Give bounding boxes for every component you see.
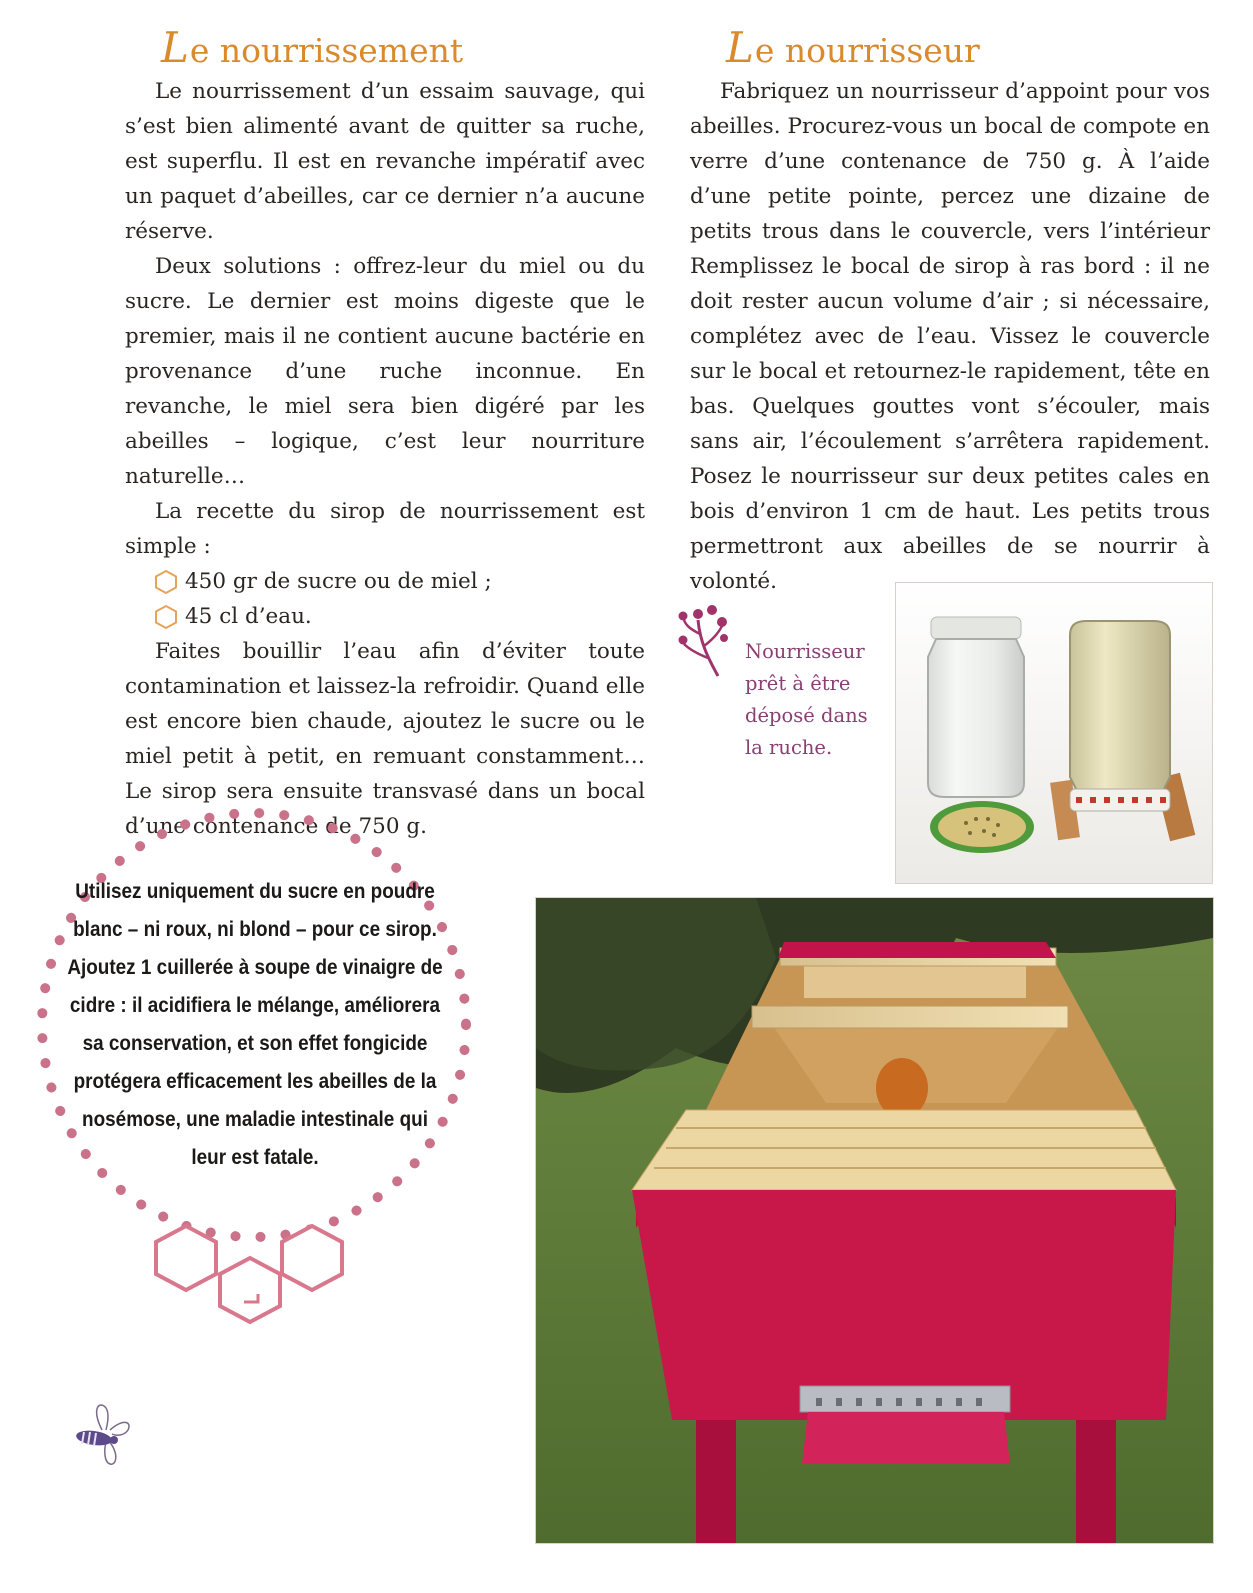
dropcap: L (161, 23, 189, 72)
feeder-jars-photo (895, 582, 1213, 884)
hive-photo (535, 897, 1214, 1544)
section-title-nourrissement: Le nourrissement (161, 23, 464, 72)
dropcap: L (726, 23, 754, 72)
paragraph: Faites bouillir l’eau afin d’éviter toute contamination et laissez-la refroidir. Quand elle est encore bien chaude, ajoutez le sucre ou le miel petit à petit, en remuant constamment… Le sirop sera ensuite transvasé dans un bocal d’une contenance de 750 g. (125, 639, 645, 839)
section-title-nourrisseur: Le nourrisseur (726, 23, 980, 72)
photo-caption: Nourrisseur prêt à être déposé dans la ruche. (745, 640, 868, 759)
left-column (125, 24, 645, 844)
paragraph: Fabriquez un nourrisseur d’appoint pour vos abeilles. Procurez-vous un bocal de compote en verre d’une contenance de 750 g. À l’aide d’une petite pointe, percez une dizaine de petits trous dans le couvercle, vers l’intérieur Remplissez le bocal de sirop à ras bord : il ne doit rester aucun volume d’air ; si nécessaire, complétez avec de l’eau. Vissez le couvercle sur le bocal et retournez-le rapidement, tête en bas. Quelques gouttes vont s’écouler, mais sans air, l’écoulement s’arrêtera rapidement. Posez le nourrisseur sur deux petites cales en bois d’environ 1 cm de haut. Les petits trous permettront aux abeilles de se nourrir à volonté. (690, 79, 1210, 594)
list-item: 45 cl d’eau. (125, 599, 645, 634)
berry-branch-icon (678, 600, 730, 680)
honeycomb-icon (150, 1222, 350, 1326)
list-item: 450 gr de sucre ou de miel ; (125, 564, 645, 599)
right-column (690, 24, 1210, 599)
paragraph: Deux solutions : offrez-leur du miel ou du sucre. Le dernier est moins digeste que le premier, mais il ne contient aucune bactérie en provenance d’une ruche inconnue. En revanche, le miel sera bien digéré par les abeilles – logique, c’est leur nourriture naturelle… (125, 254, 645, 489)
bee-icon (72, 1400, 134, 1470)
hexagon-bullet-icon (153, 569, 179, 595)
hexagon-bullet-icon (153, 604, 179, 630)
paragraph: Le nourrissement d’un essaim sauvage, qui s’est bien alimenté avant de quitter sa ruche, est superflu. Il est en revanche impératif avec un paquet d’abeilles, car ce dernier n’a aucune réserve. (125, 79, 645, 244)
tip-text: Utilisez uniquement du sucre en poudre blanc – ni roux, ni blond – pour ce sirop. Ajoutez 1 cuillerée à soupe de vinaigre de cidre : il acidifiera le mélange, améliorera sa conservation, et son effet fongicide protégera efficacement les abeilles de la nosémose, une maladie intestinale qui leur est fatale. (67, 879, 443, 1169)
paragraph: La recette du sirop de nourrissement est simple : (125, 499, 645, 559)
